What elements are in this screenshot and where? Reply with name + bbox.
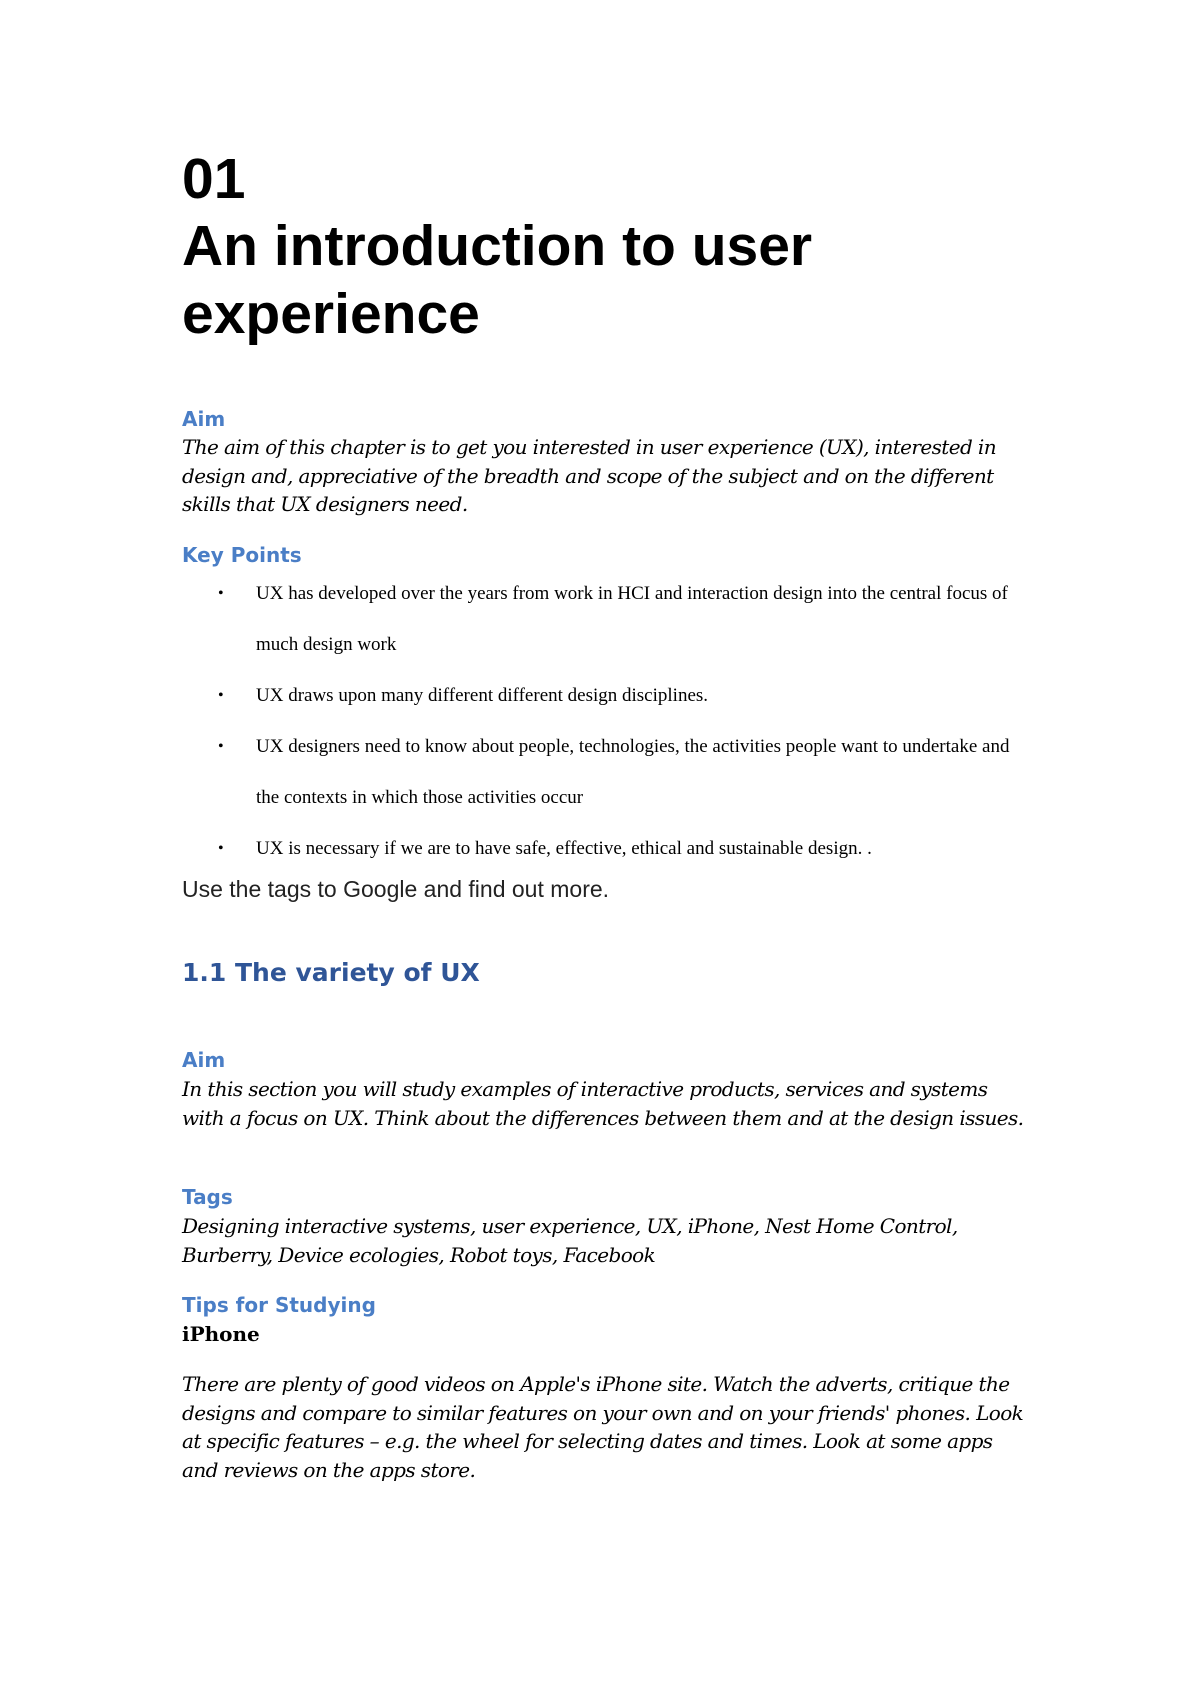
tags-text: Designing interactive systems, user experience, UX, iPhone, Nest Home Control, Burberry, Device ecologies, Robot toys, Facebook [182, 1214, 958, 1267]
bullet-icon: • [218, 840, 224, 857]
key-point-item [214, 568, 1034, 670]
aim-text: The aim of this chapter is to get you interested in user experience (UX), interested in design and, appreciative of the breadth and scope of the subject and on the different skills that UX designers need. [182, 435, 996, 516]
tips-text: There are plenty of good videos on Apple's iPhone site. Watch the adverts, critique the designs and compare to similar features on your own and on your friends' phones. Look at specific features – e.g. the wheel for selecting dates and times. Look at some apps and reviews on the apps store. [182, 1372, 1024, 1482]
key-point-text: UX draws upon many different different design disciplines. [256, 685, 709, 706]
chapter-title: An introduction to user experience [182, 214, 813, 346]
chapter-number: 01 [182, 147, 246, 211]
key-point-item [214, 823, 1034, 874]
bullet-icon: • [218, 585, 224, 602]
aim-heading: Aim [182, 407, 226, 431]
tips-subheading: iPhone [182, 1322, 260, 1346]
bullet-icon: • [218, 738, 224, 755]
section-heading: 1.1 The variety of UX [182, 958, 480, 987]
tags-heading: Tags [182, 1185, 233, 1209]
bullet-icon: • [218, 687, 224, 704]
key-points-heading: Key Points [182, 543, 302, 567]
section-aim-text: In this section you will study examples of interactive products, services and systems with a focus on UX. Think about the differences between them and at the design issues. [182, 1077, 1024, 1130]
google-tags-note: Use the tags to Google and find out more. [182, 876, 610, 902]
tips-heading: Tips for Studying [182, 1293, 376, 1317]
key-point-item [214, 721, 1034, 823]
key-point-text: UX is necessary if we are to have safe, effective, ethical and sustainable design. . [256, 838, 872, 859]
key-point-text: UX has developed over the years from work in HCI and interaction design into the central focus of much design work [256, 583, 1008, 655]
key-point-item [214, 670, 1034, 721]
section-aim-heading: Aim [182, 1048, 226, 1072]
key-point-text: UX designers need to know about people, technologies, the activities people want to undertake and the contexts in which those activities occur [256, 736, 1010, 808]
key-points-list [214, 568, 1034, 874]
